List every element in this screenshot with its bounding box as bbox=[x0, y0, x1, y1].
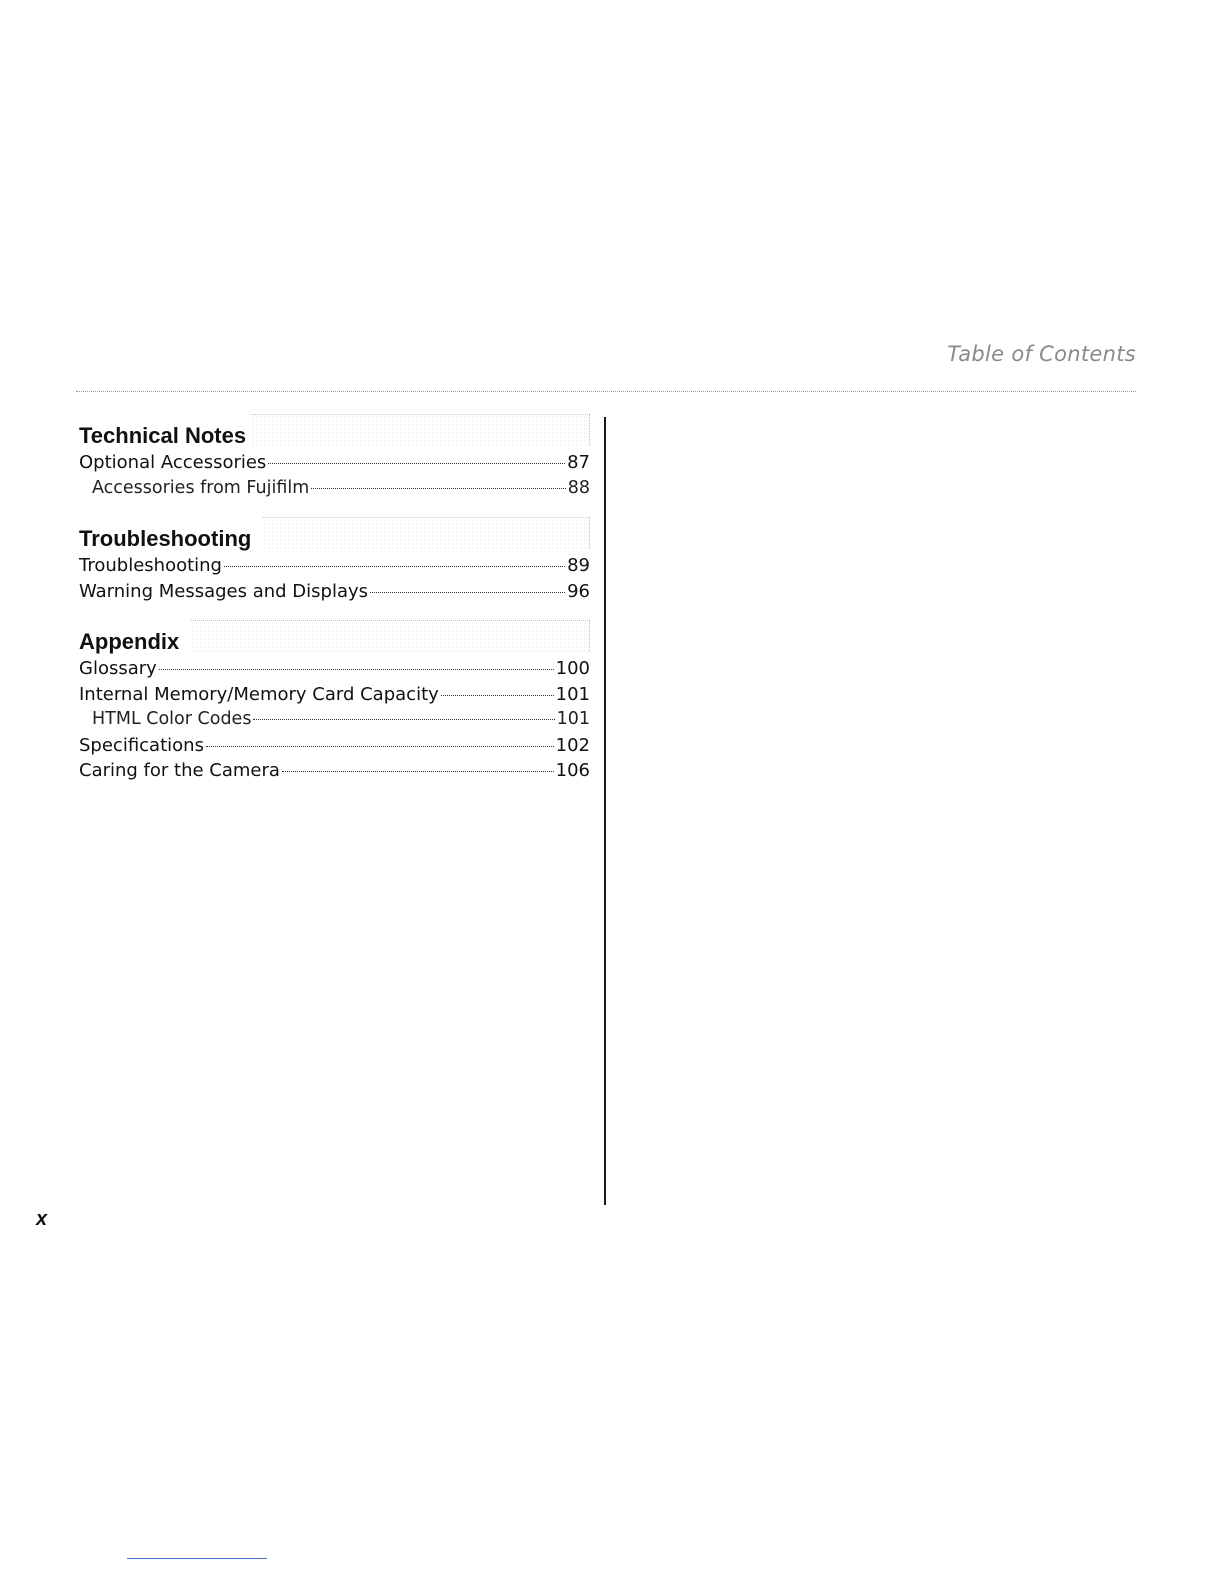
running-header: Table of Contents bbox=[947, 342, 1136, 366]
dot-leader bbox=[370, 592, 565, 593]
section-title: Troubleshooting bbox=[79, 528, 257, 550]
toc-entry-label: Caring for the Camera bbox=[79, 760, 280, 781]
toc-section-troubleshooting bbox=[79, 511, 590, 604]
toc-entry[interactable] bbox=[79, 733, 590, 759]
toc-entry-page: 88 bbox=[567, 477, 590, 498]
toc-entry[interactable] bbox=[79, 758, 590, 784]
section-heading bbox=[79, 614, 590, 656]
section-title: Appendix bbox=[79, 631, 185, 653]
toc-entry-label: Optional Accessories bbox=[79, 452, 267, 473]
toc-entry[interactable] bbox=[79, 656, 590, 682]
toc-entry-page: 101 bbox=[556, 709, 590, 729]
page-number: x bbox=[36, 1208, 48, 1230]
toc-entry-label: Troubleshooting bbox=[79, 555, 222, 576]
section-title: Technical Notes bbox=[79, 425, 252, 447]
section-heading bbox=[79, 511, 590, 553]
toc-entry-page: 96 bbox=[567, 580, 590, 602]
dot-leader bbox=[441, 695, 554, 696]
table-of-contents bbox=[79, 408, 590, 794]
dot-leader bbox=[311, 488, 565, 489]
toc-entry[interactable] bbox=[79, 450, 590, 476]
toc-entry[interactable] bbox=[79, 553, 590, 579]
toc-entry-label: Warning Messages and Displays bbox=[79, 580, 369, 602]
toc-entry-page: 87 bbox=[567, 452, 590, 473]
section-band bbox=[263, 517, 590, 549]
toc-entry-label: HTML Color Codes bbox=[92, 709, 252, 729]
section-band bbox=[191, 620, 590, 652]
toc-section-technical-notes bbox=[79, 408, 590, 501]
toc-entry[interactable] bbox=[79, 579, 590, 605]
toc-entry-label: Internal Memory/Memory Card Capacity bbox=[79, 683, 439, 705]
bottom-link-underline bbox=[127, 1558, 267, 1559]
dot-leader bbox=[268, 463, 565, 464]
toc-entry[interactable] bbox=[79, 707, 590, 733]
header-rule bbox=[76, 391, 1136, 392]
section-heading bbox=[79, 408, 590, 450]
toc-entry-page: 106 bbox=[555, 760, 590, 781]
dot-leader bbox=[253, 719, 554, 720]
column-divider bbox=[604, 417, 606, 1205]
dot-leader bbox=[282, 771, 554, 772]
toc-entry-page: 89 bbox=[567, 555, 590, 576]
toc-entry-page: 100 bbox=[555, 658, 590, 679]
dot-leader bbox=[159, 669, 554, 670]
toc-entry[interactable] bbox=[79, 476, 590, 502]
toc-entry-label: Glossary bbox=[79, 658, 157, 679]
toc-entry-label: Accessories from Fujifilm bbox=[92, 477, 310, 498]
toc-entry[interactable] bbox=[79, 682, 590, 708]
toc-entry-page: 101 bbox=[555, 683, 590, 705]
toc-entry-page: 102 bbox=[555, 734, 590, 756]
dot-leader bbox=[206, 746, 554, 747]
section-band bbox=[251, 414, 590, 446]
dot-leader bbox=[224, 566, 565, 567]
toc-entry-label: Specifications bbox=[79, 734, 204, 756]
toc-section-appendix bbox=[79, 614, 590, 784]
